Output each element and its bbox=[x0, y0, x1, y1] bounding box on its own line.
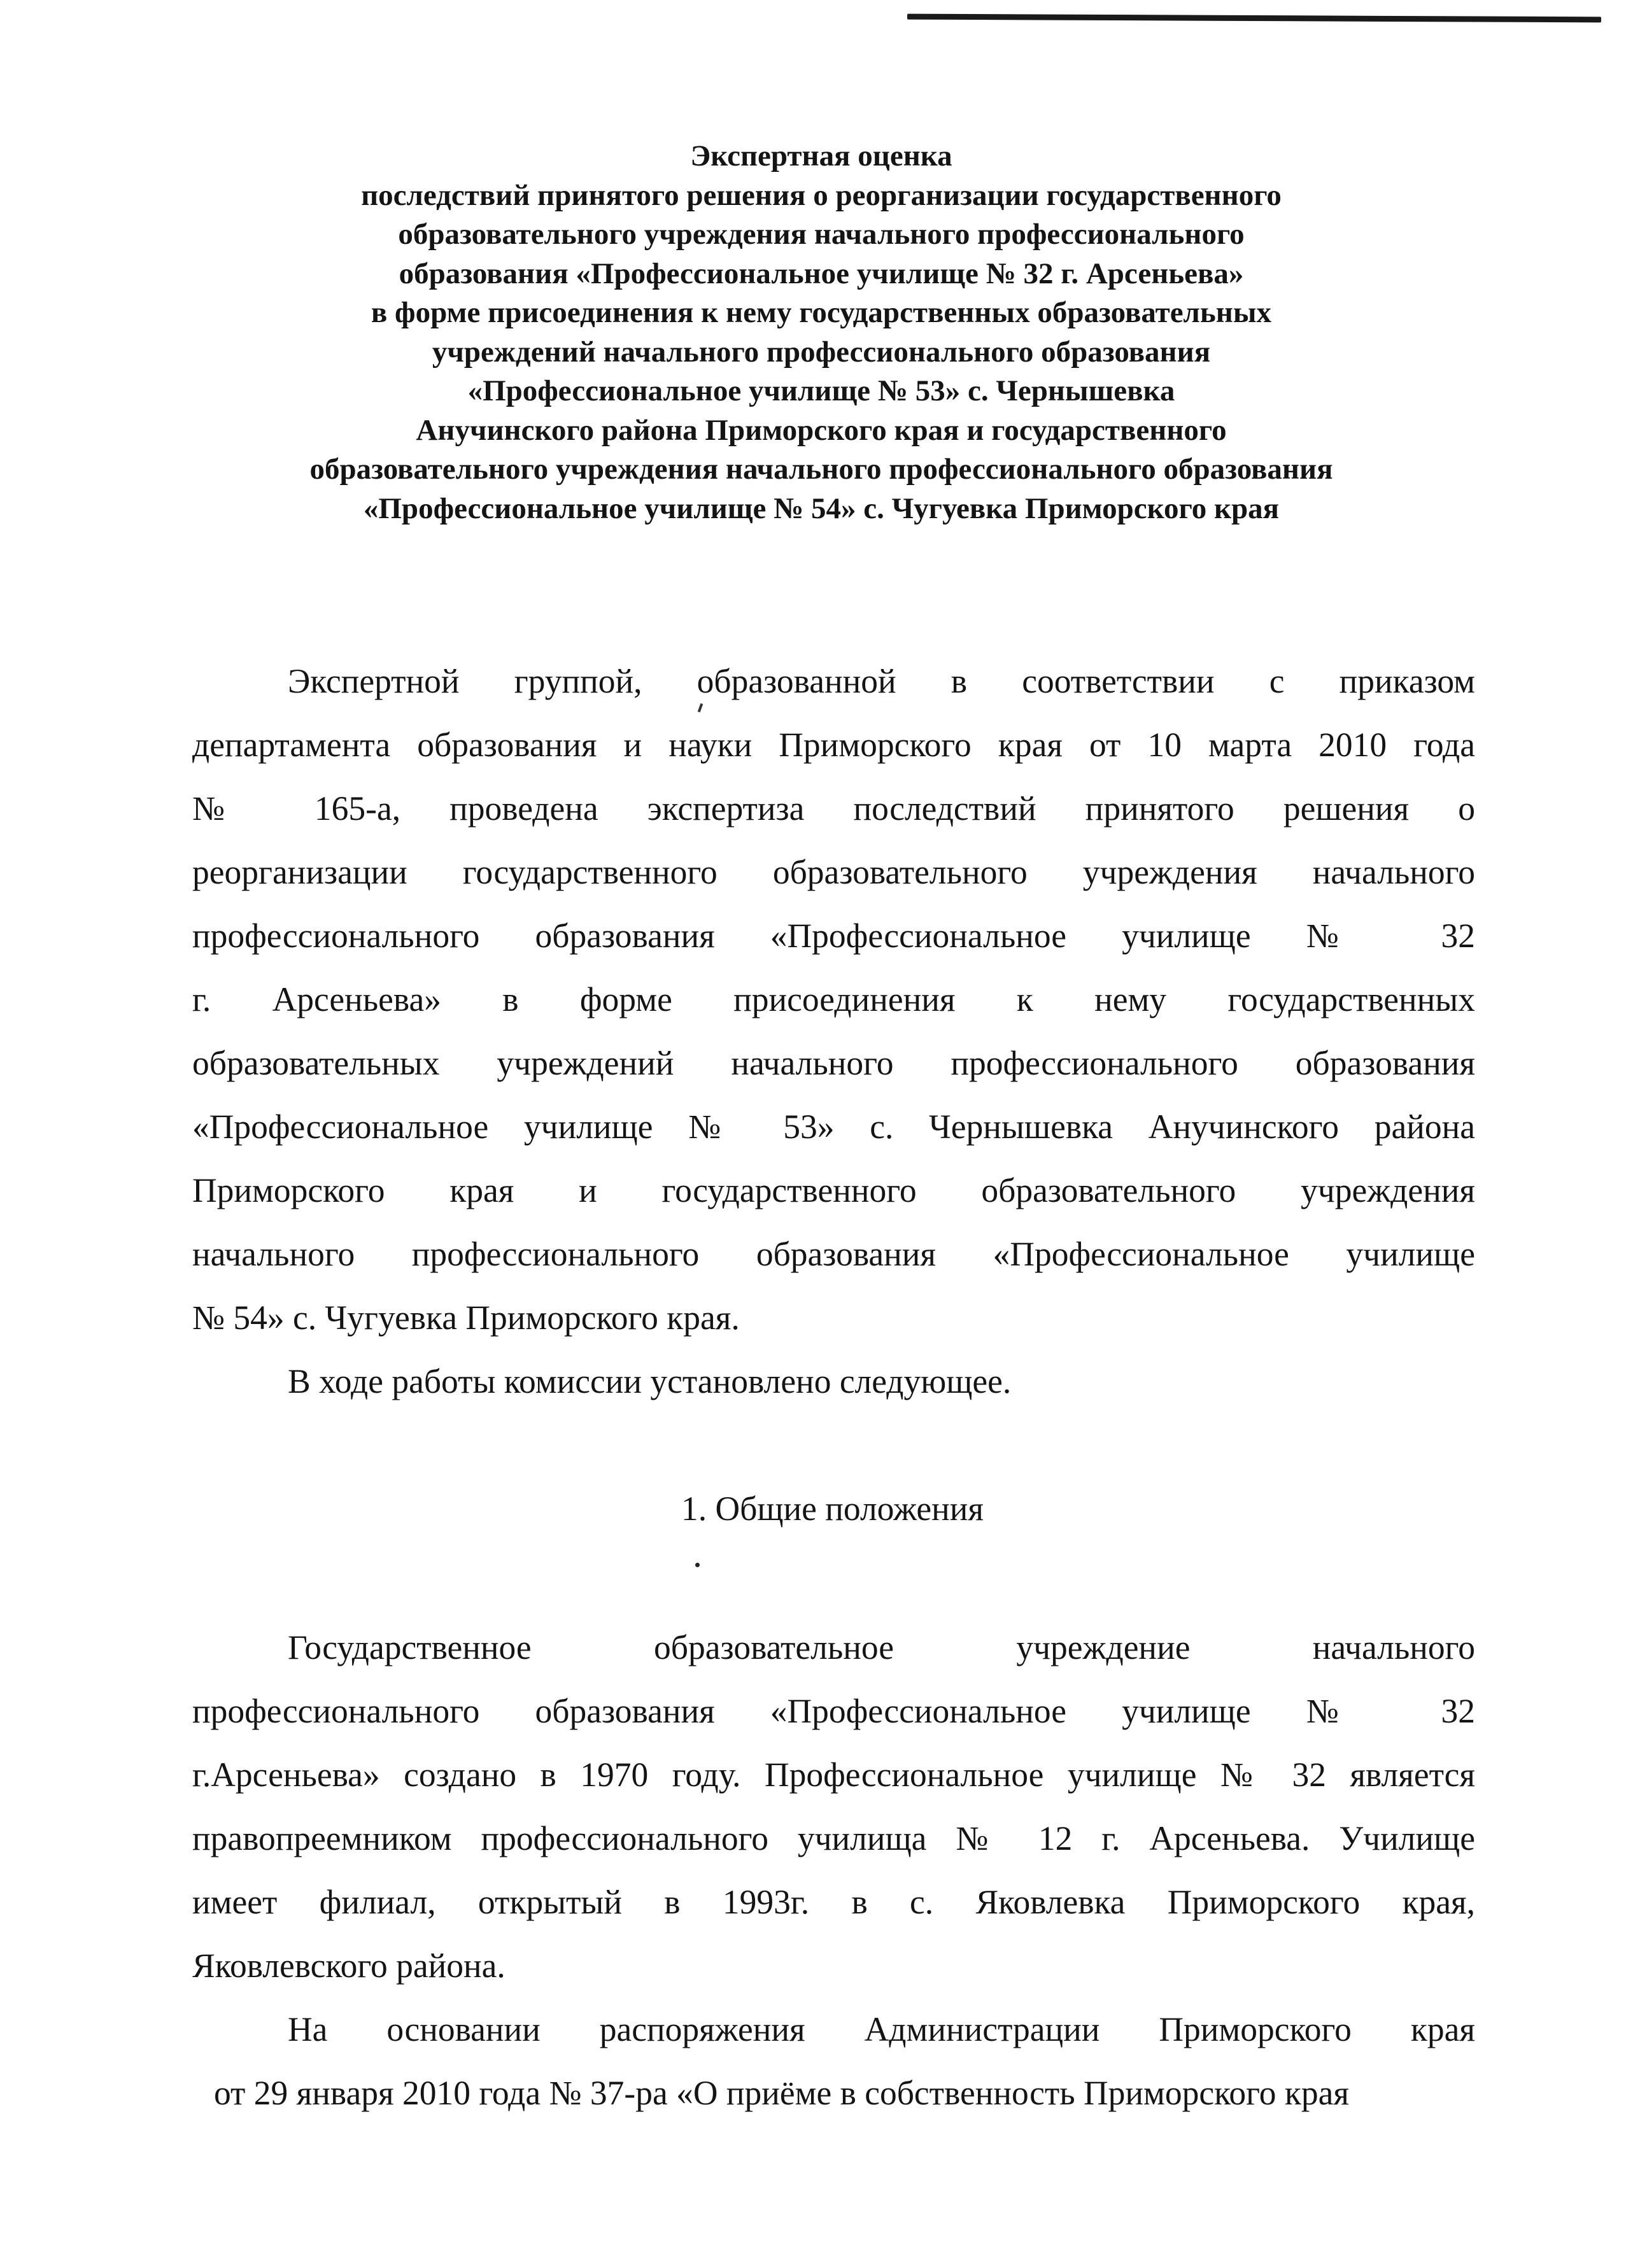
paragraph-line: № 165-а, проведена экспертиза последствий принятого решения о bbox=[192, 789, 1475, 828]
paragraph-line: профессионального образования «Профессиональное училище № 32 bbox=[192, 1692, 1475, 1730]
paragraph-line: На основании распоряжения Администрации Приморского края bbox=[288, 2010, 1475, 2048]
paragraph-line: образовательных учреждений начального профессионального образования bbox=[192, 1044, 1475, 1082]
title-line: «Профессиональное училище № 53» с. Чернышевка bbox=[467, 374, 1175, 407]
paragraph-line: реорганизации государственного образовательного учреждения начального bbox=[192, 853, 1475, 891]
title-line: образовательного учреждения начального профессионального образования bbox=[309, 453, 1333, 486]
paragraph-line: Яковлевского района. bbox=[192, 1947, 505, 1985]
paragraph-findings: В ходе работы комиссии установлено следующее. bbox=[288, 1362, 1012, 1400]
title-line: учреждений начального профессионального образования bbox=[432, 335, 1211, 369]
title-line: образования «Профессиональное училище № 32 г. Арсеньева» bbox=[399, 257, 1244, 290]
paragraph-line: от 29 января 2010 года № 37-ра «О приёме в собственность Приморского края bbox=[214, 2074, 1349, 2112]
title-line: «Профессиональное училище № 54» с. Чугуевка Приморского края bbox=[363, 491, 1280, 525]
paragraph-line: профессионального образования «Профессиональное училище № 32 bbox=[192, 917, 1475, 955]
paragraph-line: Экспертной группой, образованной в соответствии с приказом bbox=[288, 662, 1475, 700]
paragraph-line: Государственное образовательное учреждение начального bbox=[288, 1628, 1475, 1666]
paragraph-expert-group bbox=[192, 649, 1475, 1413]
title-line: последствий принятого решения о реорганизации государственного bbox=[361, 178, 1282, 212]
paragraph-line: департамента образования и науки Приморского края от 10 марта 2010 года bbox=[192, 726, 1475, 764]
title-line: Экспертная оценка bbox=[690, 139, 952, 173]
paragraph-line: начального профессионального образования «Профессиональное училище bbox=[192, 1235, 1475, 1273]
paragraph-line: имеет филиал, открытый в 1993г. в с. Яковлевка Приморского края, bbox=[192, 1883, 1475, 1921]
title-line: Анучинского района Приморского края и государственного bbox=[416, 413, 1227, 447]
paragraph-line: «Профессиональное училище № 53» с. Чернышевка Анучинского района bbox=[192, 1108, 1475, 1146]
title-line: в форме присоединения к нему государственных образовательных bbox=[371, 296, 1272, 329]
title-line: образовательного учреждения начального профессионального bbox=[398, 218, 1245, 251]
scan-edge-line bbox=[907, 14, 1601, 23]
paragraph-line: Приморского края и государственного образовательного учреждения bbox=[192, 1171, 1475, 1209]
paragraph-line: г. Арсеньева» в форме присоединения к нему государственных bbox=[192, 980, 1475, 1018]
paragraph-general bbox=[192, 1616, 1475, 2125]
section-heading: 1. Общие положения bbox=[681, 1490, 984, 1528]
paragraph-line: № 54» с. Чугуевка Приморского края. bbox=[192, 1299, 740, 1337]
scan-dot bbox=[695, 1563, 700, 1567]
document-title bbox=[146, 137, 1496, 528]
paragraph-line: г.Арсеньева» создано в 1970 году. Профессиональное училище № 32 является bbox=[192, 1756, 1475, 1794]
paragraph-line: правопреемником профессионального училища № 12 г. Арсеньева. Училище bbox=[192, 1819, 1475, 1857]
